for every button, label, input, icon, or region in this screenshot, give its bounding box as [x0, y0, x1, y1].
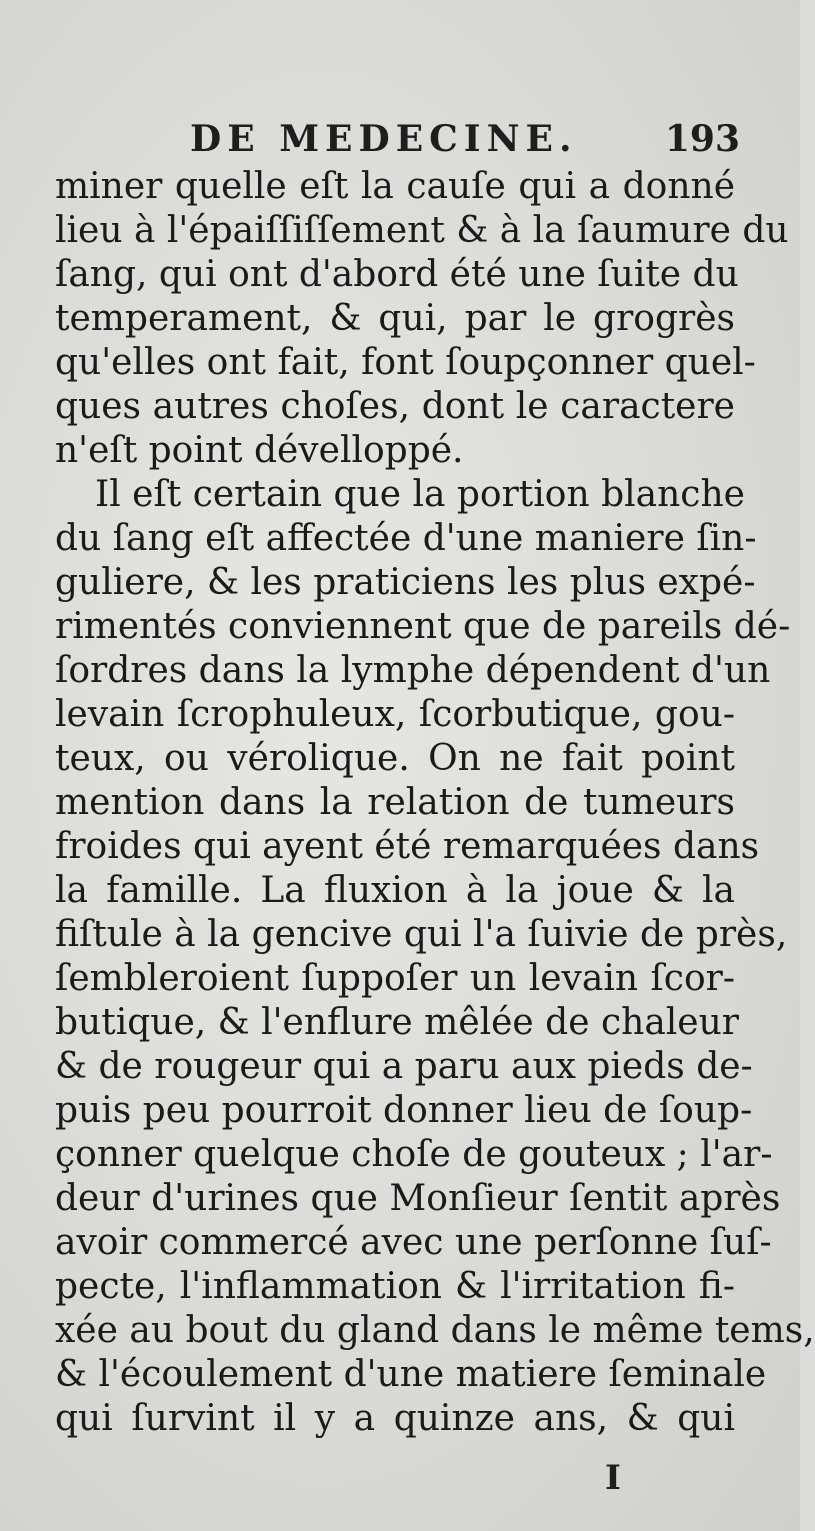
text-line: çonner quelque choſe de gouteux ; l'ar- [55, 1134, 773, 1175]
text-line: ques autres choſes, dont le caractere [55, 386, 735, 427]
text-line: temperament, & qui, par le grogrès [55, 298, 735, 339]
text-line: butique, & l'enflure mêlée de chaleur [55, 1002, 739, 1043]
text-line: ſembleroient ſuppoſer un levain ſcor- [55, 958, 735, 999]
text-line: pecte, l'inflammation & l'irritation fi- [55, 1266, 735, 1307]
text-line: n'eſt point dévelloppé. [55, 430, 464, 471]
text-line: miner quelle eſt la cauſe qui a donné [55, 166, 735, 207]
text-line: la famille. La fluxion à la joue & la [55, 870, 735, 911]
text-line: Il eſt certain que la portion blanche [95, 474, 745, 515]
body-text [55, 165, 815, 1441]
text-line: xée au bout du gland dans le même tems, [55, 1310, 815, 1351]
text-line: lieu à l'épaiſſiſſement & à la ſaumure du [55, 210, 789, 251]
text-line: puis peu pourroit donner lieu de ſoup- [55, 1090, 753, 1131]
text-line: rimentés conviennent que de pareils dé- [55, 606, 791, 647]
text-line: levain ſcrophuleux, ſcorbutique, gou- [55, 694, 735, 735]
page-number: 193 [664, 118, 740, 160]
text-line: & de rougeur qui a paru aux pieds de- [55, 1046, 753, 1087]
page-header [60, 118, 740, 168]
paragraph-1 [55, 165, 789, 473]
text-line: qu'elles ont fait, font ſoupçonner quel- [55, 342, 756, 383]
text-line: deur d'urines que Monſieur ſentit après [55, 1178, 781, 1219]
text-line: fiſtule à la gencive qui l'a ſuivie de près, [55, 914, 788, 955]
text-line: ſordres dans la lymphe dépendent d'un [55, 650, 771, 691]
text-line: froides qui ayent été remarquées dans [55, 826, 760, 867]
text-line: qui ſurvint il y a quinze ans, & qui [55, 1398, 735, 1439]
signature-mark: I [605, 1458, 621, 1498]
text-line: mention dans la relation de tumeurs [55, 782, 735, 823]
text-line: avoir commercé avec une perſonne ſuſ- [55, 1222, 772, 1263]
text-line: ſang, qui ont d'abord été une ſuite du [55, 254, 739, 295]
text-line: du ſang eſt affectée d'une maniere ſin- [55, 518, 757, 559]
text-line: teux, ou vérolique. On ne fait point [55, 738, 735, 779]
paragraph-2 [55, 473, 815, 1441]
text-line: guliere, & les praticiens les plus expé- [55, 562, 756, 603]
text-line: & l'écoulement d'une matiere ſeminale [55, 1354, 767, 1395]
running-head: DE MEDECINE. [190, 118, 578, 160]
